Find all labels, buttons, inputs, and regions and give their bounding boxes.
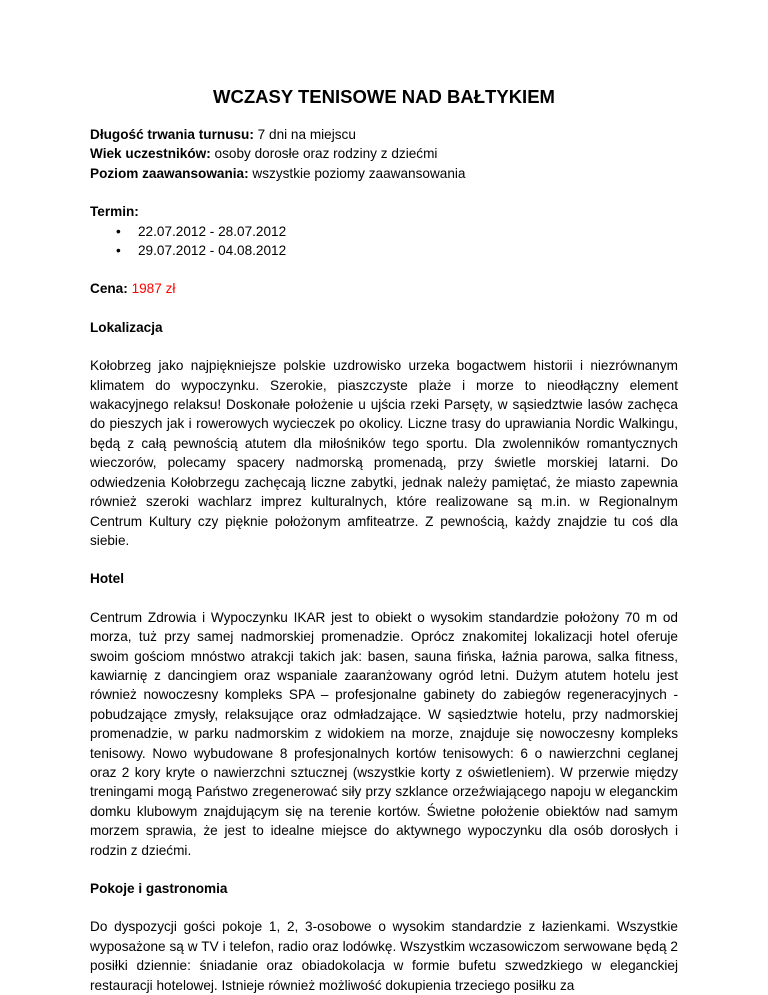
termin-date: 22.07.2012 - 28.07.2012 [138, 223, 287, 239]
age-label: Wiek uczestników: [90, 146, 211, 162]
section-heading-pokoje: Pokoje i gastronomia [90, 881, 228, 896]
meta-block [90, 125, 678, 183]
termin-list [90, 222, 678, 261]
price-label: Cena: [90, 281, 128, 297]
bullet-icon: • [116, 223, 121, 239]
level-line [90, 164, 678, 183]
section-text-pokoje: Do dyspozycji gości pokoje 1, 2, 3-osobowe o wysokim standardzie z łazienkami. Wszystkie wyposażone są w TV i telefon, radio oraz lodówkę. Wszystkim wczasowiczom serwowane będą 2 posiłki dziennie: śniadanie oraz obiadokolacja w formie bufetu szwedzkiego w eleganckiej restauracji hotelowej. Istnieje również możliwość dokupienia trzeciego posiłku za [90, 919, 678, 993]
document-title: WCZASY TENISOWE NAD BAŁTYKIEM [213, 86, 555, 107]
termin-item [90, 222, 678, 241]
bullet-icon: • [116, 243, 121, 259]
section-text-lokalizacja: Kołobrzeg jako najpiękniejsze polskie uzdrowisko urzeka bogactwem historii i niezrównanym klimatem do wypoczynku. Szerokie, piaszczyste plaże i morze to nieodłączny element wakacyjnego relaksu! Doskonałe położenie u ujścia rzeki Parsęty, w sąsiedztwie lasów zachęca do pieszych jak i rowerowych wycieczek po okolicy. Liczne trasy do uprawiania Nordic Walkingu, będą z całą pewnością atutem dla miłośników tego sportu. Dla zwolenników romantycznych wieczorów, polecamy spacery nadmorską promenadą, przy świetle morskiej latarni. Do odwiedzenia Kołobrzegu zachęcają liczne zabytki, jednak należy pamiętać, że miasto zapewnia również szeroki wachlarz imprez kulturalnych, które realizowane są m.in. w Regionalnym Centrum Kultury czy pięknie położonym amfiteatrze. Z pewnością, każdy znajdzie tu coś dla siebie. [90, 358, 678, 548]
termin-block [90, 202, 678, 260]
duration-value: 7 dni na miejscu [253, 127, 356, 142]
section-heading-lokalizacja: Lokalizacja [90, 319, 163, 335]
document-page [90, 86, 678, 995]
section-heading-hotel: Hotel [90, 571, 124, 587]
termin-item [90, 241, 678, 260]
price-value: 1987 zł [131, 281, 176, 297]
level-value: wszystkie poziomy zaawansowania [248, 165, 466, 181]
level-label: Poziom zaawansowania: [90, 165, 249, 181]
age-line [90, 144, 678, 163]
price-line [90, 279, 678, 298]
section-text-hotel: Centrum Zdrowia i Wypoczynku IKAR jest to obiekt o wysokim standardzie położony 70 m od morza, tuż przy samej nadmorskiej promenadzie. Oprócz znakomitej lokalizacji hotel oferuje swoim gościom mnóstwo atrakcji takich jak: basen, sauna fińska, łaźnia parowa, salka fitness, kawiarnię z dancingiem oraz wspaniale zaaranżowany ogród letni. Dużym atutem hotelu jest również nowoczesny kompleks SPA – profesjonalne gabinety do zabiegów regeneracyjnych - pobudzające zmysły, relaksujące oraz odmładzające. W sąsiedztwie hotelu, przy nadmorskiej promenadzie, w parku nadmorskim z widokiem na morze, znajduje się nowoczesny kompleks tenisowy. Nowo wybudowane 8 profesjonalnych kortów tenisowych: 6 o nawierzchni ceglanej oraz 2 kory kryte o nawierzchni sztucznej (wszystkie korty z oświetleniem). W przerwie między treningami mogą Państwo zregenerować siły przy szklance orzeźwiającego napoju w eleganckim domku klubowym znajdującym się na terenie kortów. Świetne położenie obiektów nad samym morzem sprawia, że jest to idealne miejsce do aktywnego wypoczynku dla osób dorosłych i rodzin z dziećmi. [90, 609, 678, 858]
duration-line [90, 125, 678, 144]
termin-date: 29.07.2012 - 04.08.2012 [138, 243, 287, 259]
duration-label: Długość trwania turnusu: [90, 127, 254, 142]
age-value: osoby dorosłe oraz rodziny z dziećmi [210, 146, 438, 162]
termin-label: Termin: [90, 204, 139, 220]
